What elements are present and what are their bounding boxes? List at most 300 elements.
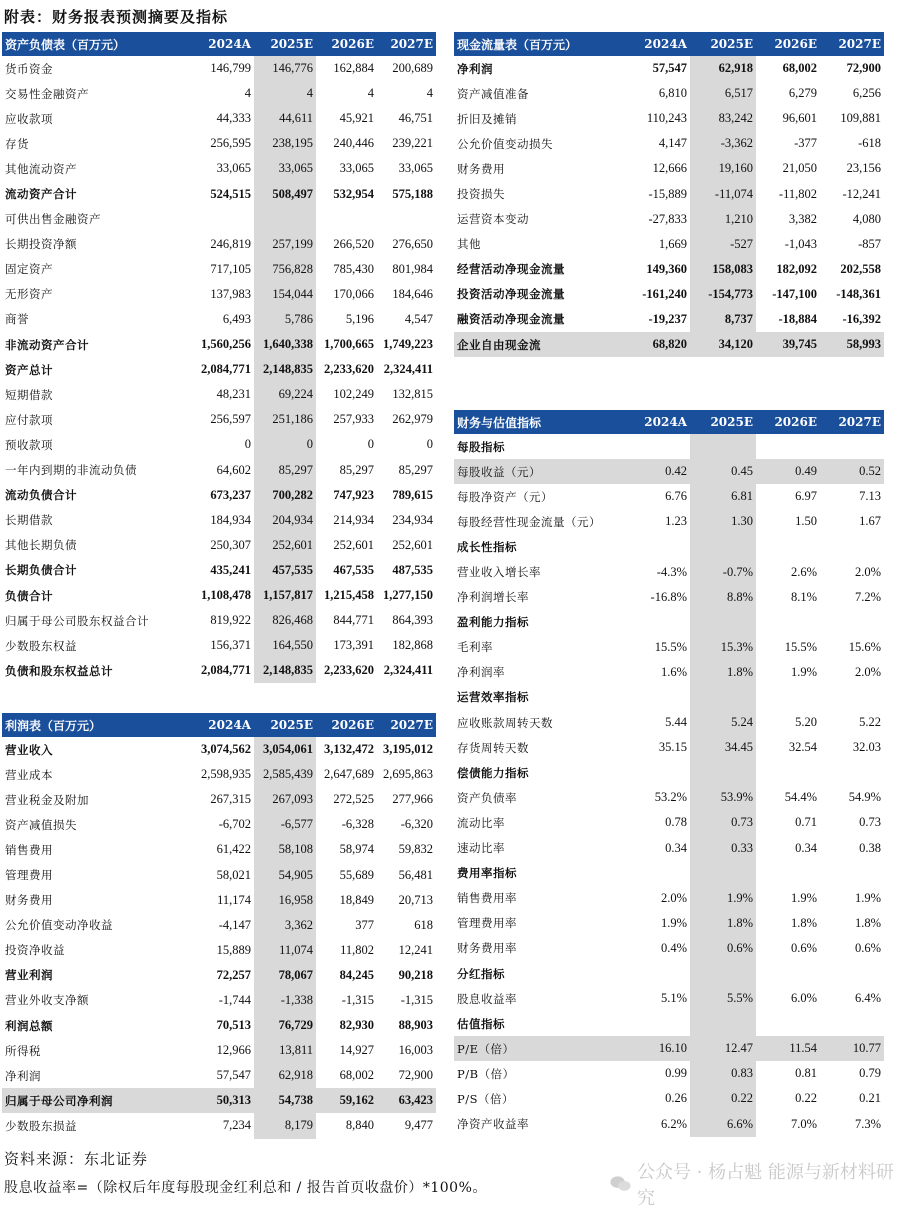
cell-value: 50,313 xyxy=(192,1088,254,1113)
cell-value: 1.9% xyxy=(854,890,881,905)
cell-value: 276,650 xyxy=(392,236,433,251)
table-row xyxy=(454,156,884,181)
cell-value: 0.22 xyxy=(795,1091,817,1106)
cell-value: 272,525 xyxy=(333,792,374,807)
row-label: 费用率指标 xyxy=(457,866,517,881)
cell-value: 3,195,012 xyxy=(383,742,433,757)
table-row xyxy=(454,635,884,660)
table-row xyxy=(454,1061,884,1086)
cell-value xyxy=(756,760,820,785)
cell-value: 239,221 xyxy=(392,136,433,151)
watermark-text: 公众号 · 杨占魁 能源与新材料研究 xyxy=(636,1162,894,1209)
cell-value: 54,738 xyxy=(254,1088,316,1113)
cell-value: 70,513 xyxy=(216,1018,251,1033)
cell-value: 85,297 xyxy=(339,462,374,477)
table-row xyxy=(454,207,884,232)
section-row xyxy=(454,861,884,886)
cell-value: 78,067 xyxy=(254,963,316,988)
table-row xyxy=(454,936,884,961)
row-label: 运营资本变动 xyxy=(457,212,529,227)
cell-value: 1.30 xyxy=(690,509,756,534)
table-row xyxy=(2,81,436,106)
cell-value: 96,601 xyxy=(782,111,817,126)
table-row xyxy=(2,1113,436,1138)
row-label: 短期借款 xyxy=(5,387,53,402)
table-row xyxy=(2,812,436,837)
cell-value: 2.0% xyxy=(660,890,687,905)
table-row xyxy=(454,459,884,484)
cell-value: 58,974 xyxy=(339,842,374,857)
cell-value: 700,282 xyxy=(254,483,316,508)
table-row xyxy=(454,886,884,911)
table-row xyxy=(2,382,436,407)
cell-value xyxy=(316,207,377,232)
row-label: P/E（倍） xyxy=(454,1036,624,1061)
cell-value: 789,615 xyxy=(392,487,433,502)
cell-value: 819,922 xyxy=(210,613,251,628)
table-row xyxy=(2,483,436,508)
row-label: 盈利能力指标 xyxy=(457,615,529,630)
cell-value: 0.99 xyxy=(665,1066,687,1081)
cell-value: 12.47 xyxy=(690,1036,756,1061)
cell-value: 756,828 xyxy=(254,257,316,282)
cell-value xyxy=(624,610,690,635)
cell-value: 1.67 xyxy=(859,514,881,529)
row-label: 长期投资净额 xyxy=(5,237,77,252)
cell-value xyxy=(624,760,690,785)
cell-value: 5,786 xyxy=(254,307,316,332)
cell-value: 785,430 xyxy=(333,261,374,276)
cell-value: 5.22 xyxy=(859,715,881,730)
cell-value xyxy=(624,1011,690,1036)
cell-value: 435,241 xyxy=(210,562,251,577)
cell-value: 54,905 xyxy=(254,862,316,887)
cell-value: 76,729 xyxy=(254,1013,316,1038)
cell-value: 0.81 xyxy=(795,1066,817,1081)
cell-value: -1,744 xyxy=(218,992,251,1007)
cell-value: 252,601 xyxy=(333,537,374,552)
section-row xyxy=(454,610,884,635)
row-label: 少数股东损益 xyxy=(5,1118,77,1133)
table-row xyxy=(2,633,436,658)
cell-value: 18,849 xyxy=(339,892,374,907)
cell-value: -16,392 xyxy=(842,311,881,326)
cell-value: 0.42 xyxy=(624,459,690,484)
cell-value: 154,044 xyxy=(254,282,316,307)
cell-value: 7.3% xyxy=(854,1116,881,1131)
cell-value: -11,802 xyxy=(778,186,817,201)
row-label: 投资损失 xyxy=(457,187,505,202)
cell-value: 0.22 xyxy=(690,1086,756,1111)
table-row xyxy=(2,307,436,332)
row-label: 营业税金及附加 xyxy=(5,792,89,807)
watermark xyxy=(610,1158,899,1210)
year-header: 2025E xyxy=(690,410,756,434)
cell-value: -1,338 xyxy=(254,988,316,1013)
cell-value: 844,771 xyxy=(333,613,374,628)
cell-value: 32.54 xyxy=(788,740,817,755)
table-row xyxy=(2,407,436,432)
row-label: 管理费用 xyxy=(5,868,53,883)
cell-value: 801,984 xyxy=(392,261,433,276)
cell-value: 182,868 xyxy=(392,638,433,653)
table-row xyxy=(2,988,436,1013)
cell-value: 90,218 xyxy=(398,967,433,982)
cell-value: 58,993 xyxy=(820,332,884,357)
cell-value: 204,934 xyxy=(254,508,316,533)
cell-value xyxy=(756,685,820,710)
cell-value xyxy=(756,534,820,559)
cell-value: 0.6% xyxy=(790,940,817,955)
cell-value xyxy=(192,207,254,232)
cell-value: -11,074 xyxy=(690,181,756,206)
cell-value: 69,224 xyxy=(254,382,316,407)
row-label: P/S（倍） xyxy=(457,1091,514,1106)
cell-value: 6.97 xyxy=(795,489,817,504)
row-label: 财务费用率 xyxy=(457,941,517,956)
cell-value: 2,695,863 xyxy=(383,767,433,782)
table-row xyxy=(2,207,436,232)
row-label: 销售费用率 xyxy=(457,891,517,906)
cell-value: 0.78 xyxy=(665,815,687,830)
row-label: P/B（倍） xyxy=(457,1066,515,1081)
cell-value: 6,279 xyxy=(788,86,817,101)
table-row xyxy=(454,81,884,106)
cell-value xyxy=(624,434,690,459)
cell-value: 457,535 xyxy=(254,558,316,583)
table-row xyxy=(2,558,436,583)
table-row xyxy=(2,533,436,558)
table-row xyxy=(454,735,884,760)
section-row xyxy=(454,434,884,459)
row-label: 商誉 xyxy=(5,312,29,327)
table-header-row xyxy=(454,410,884,434)
row-label: 折旧及摊销 xyxy=(457,111,517,126)
cell-value: 64,602 xyxy=(216,462,251,477)
cell-value: 4,080 xyxy=(852,211,881,226)
cell-value: 3,132,472 xyxy=(324,742,374,757)
cell-value: 240,446 xyxy=(333,136,374,151)
cell-value: 673,237 xyxy=(210,487,251,502)
table-row xyxy=(2,938,436,963)
cell-value xyxy=(690,861,756,886)
cell-value: 487,535 xyxy=(392,562,433,577)
cell-value xyxy=(254,207,316,232)
cell-value: 23,156 xyxy=(846,161,881,176)
row-label: 应收账款周转天数 xyxy=(457,715,553,730)
cell-value: 85,297 xyxy=(398,462,433,477)
row-label: 每股指标 xyxy=(457,439,505,454)
row-label: 投资净收益 xyxy=(5,943,65,958)
table-row xyxy=(2,862,436,887)
cell-value: 184,646 xyxy=(392,286,433,301)
cell-value: 15,889 xyxy=(216,942,251,957)
cell-value: 377 xyxy=(355,917,374,932)
row-label: 应付款项 xyxy=(5,412,53,427)
cell-value: -6,577 xyxy=(254,812,316,837)
row-label: 净利润率 xyxy=(457,665,505,680)
cell-value: 173,391 xyxy=(333,638,374,653)
cell-value xyxy=(690,434,756,459)
cell-value: 4 xyxy=(254,81,316,106)
cell-value: 5.44 xyxy=(665,715,687,730)
cell-value: 32.03 xyxy=(852,740,881,755)
table-row xyxy=(2,888,436,913)
cell-value: 0.6% xyxy=(690,936,756,961)
cell-value: 5,196 xyxy=(345,311,374,326)
cell-value: 61,422 xyxy=(216,842,251,857)
source-note: 资料来源：东北证券 xyxy=(4,1150,149,1168)
cell-value: 1.9% xyxy=(790,664,817,679)
cell-value xyxy=(820,861,884,886)
cell-value: 1,210 xyxy=(690,207,756,232)
cell-value: 2.6% xyxy=(790,564,817,579)
table-row xyxy=(2,762,436,787)
table-row xyxy=(2,106,436,131)
row-label: 其他长期负债 xyxy=(5,538,77,553)
cell-value: -161,240 xyxy=(642,286,687,301)
cell-value xyxy=(820,1011,884,1036)
cell-value: 5.24 xyxy=(690,710,756,735)
cell-value: 62,918 xyxy=(254,1063,316,1088)
cell-value: 12,241 xyxy=(398,942,433,957)
cell-value: 34.45 xyxy=(690,735,756,760)
cell-value: 68,002 xyxy=(782,61,817,76)
row-label: 净利润 xyxy=(5,1068,41,1083)
table-row xyxy=(2,787,436,812)
row-label: 少数股东权益 xyxy=(5,638,77,653)
table-row xyxy=(2,1038,436,1063)
table-row xyxy=(2,508,436,533)
table-row xyxy=(454,911,884,936)
cell-value: 4 xyxy=(426,86,433,101)
table-row xyxy=(2,257,436,282)
cell-value: -19,237 xyxy=(648,311,687,326)
year-header: 2024A xyxy=(192,32,254,56)
row-label: 归属于母公司股东权益合计 xyxy=(5,613,149,628)
cell-value xyxy=(624,961,690,986)
row-label: 资产减值准备 xyxy=(457,86,529,101)
row-label: 股息收益率 xyxy=(457,991,517,1006)
table-row xyxy=(454,484,884,509)
cell-value: 110,243 xyxy=(646,111,687,126)
row-label: 一年内到期的非流动负债 xyxy=(5,463,137,478)
cell-value: 267,093 xyxy=(254,787,316,812)
table-row xyxy=(454,1112,884,1137)
table-row xyxy=(2,963,436,988)
table-row xyxy=(2,1013,436,1038)
cell-value: 1.9% xyxy=(660,915,687,930)
table-row xyxy=(454,710,884,735)
table-row xyxy=(2,1063,436,1088)
cell-value: 6.4% xyxy=(854,991,881,1006)
row-label: 长期负债合计 xyxy=(5,563,77,578)
year-header: 2024A xyxy=(624,410,690,434)
cell-value: 5.5% xyxy=(690,986,756,1011)
row-label: 流动比率 xyxy=(457,815,505,830)
cell-value: 33,065 xyxy=(398,161,433,176)
row-label: 营业收入增长率 xyxy=(457,565,541,580)
row-label: 负债合计 xyxy=(5,588,53,603)
cell-value: 2,233,620 xyxy=(324,663,374,678)
cell-value: 1.8% xyxy=(790,915,817,930)
cell-value: 2.0% xyxy=(854,564,881,579)
cell-value: 3,054,061 xyxy=(254,737,316,762)
cell-value: 21,050 xyxy=(782,161,817,176)
year-header: 2024A xyxy=(192,713,254,737)
cell-value: 1,277,150 xyxy=(383,588,433,603)
cell-value: 3,362 xyxy=(254,913,316,938)
cell-value: 524,515 xyxy=(210,186,251,201)
cell-value: 82,930 xyxy=(339,1018,374,1033)
cell-value: -15,889 xyxy=(648,186,687,201)
cell-value: 0.71 xyxy=(795,815,817,830)
cell-value: 200,689 xyxy=(392,61,433,76)
cell-value: 252,601 xyxy=(254,533,316,558)
cell-value: -1,043 xyxy=(784,236,817,251)
cell-value: 0.33 xyxy=(690,836,756,861)
cell-value: 0.83 xyxy=(690,1061,756,1086)
cell-value: 257,933 xyxy=(333,412,374,427)
cell-value: 58,108 xyxy=(254,837,316,862)
table-row xyxy=(454,232,884,257)
cell-value: 6.6% xyxy=(690,1112,756,1137)
cell-value: 33,065 xyxy=(339,161,374,176)
table-row xyxy=(2,181,436,206)
table-row xyxy=(2,837,436,862)
row-label: 速动比率 xyxy=(457,841,505,856)
cell-value: 5.1% xyxy=(660,991,687,1006)
cell-value: 6,517 xyxy=(690,81,756,106)
cell-value: 72,900 xyxy=(846,61,881,76)
table-row xyxy=(2,658,436,683)
row-label: 毛利率 xyxy=(457,640,493,655)
cell-value: 59,162 xyxy=(316,1088,377,1113)
cell-value: 0 xyxy=(244,437,251,452)
cell-value: 2,647,689 xyxy=(324,767,374,782)
cell-value: 56,481 xyxy=(398,867,433,882)
cell-value: 33,065 xyxy=(254,156,316,181)
balance-sheet-table xyxy=(2,32,436,683)
cell-value: 532,954 xyxy=(333,186,374,201)
cell-value: 575,188 xyxy=(392,186,433,201)
year-header: 2026E xyxy=(316,713,377,737)
cell-value: 44,611 xyxy=(254,106,316,131)
table-row xyxy=(454,307,884,332)
cell-value: -857 xyxy=(858,236,881,251)
cell-value: -16.8% xyxy=(650,589,687,604)
row-label: 归属于母公司净利润 xyxy=(2,1088,192,1113)
table-row xyxy=(2,432,436,457)
cell-value: 33,065 xyxy=(216,161,251,176)
table-row xyxy=(2,332,436,357)
cell-value: 0 xyxy=(426,437,433,452)
cell-value: 717,105 xyxy=(210,261,251,276)
cell-value: 0.45 xyxy=(690,459,756,484)
cell-value: 266,520 xyxy=(333,236,374,251)
cell-value: 4,547 xyxy=(404,311,433,326)
table-title: 财务与估值指标 xyxy=(454,410,624,434)
cell-value: 132,815 xyxy=(392,387,433,402)
year-header: 2027E xyxy=(377,713,436,737)
cell-value: 45,921 xyxy=(339,111,374,126)
cell-value: 109,881 xyxy=(840,111,881,126)
cell-value: 149,360 xyxy=(646,261,687,276)
table-row xyxy=(2,1088,436,1113)
row-label: 每股收益（元） xyxy=(454,459,624,484)
cell-value: 54.4% xyxy=(784,790,817,805)
cell-value: -27,833 xyxy=(648,211,687,226)
table-row xyxy=(454,181,884,206)
row-label: 其他流动资产 xyxy=(5,161,77,176)
cell-value: 3,074,562 xyxy=(201,742,251,757)
table-row xyxy=(454,56,884,81)
row-label: 管理费用率 xyxy=(457,916,517,931)
row-label: 负债和股东权益总计 xyxy=(5,663,113,678)
cell-value: 20,713 xyxy=(398,892,433,907)
row-label: 存货周转天数 xyxy=(457,740,529,755)
row-label: 销售费用 xyxy=(5,842,53,857)
cell-value: 0.79 xyxy=(859,1066,881,1081)
row-label: 分红指标 xyxy=(457,966,505,981)
row-label: 财务费用 xyxy=(457,161,505,176)
table-row xyxy=(454,785,884,810)
year-header: 2024A xyxy=(624,32,690,56)
row-label: 净利润增长率 xyxy=(457,590,529,605)
cell-value: 62,918 xyxy=(690,56,756,81)
cell-value: 156,371 xyxy=(210,638,251,653)
row-label: 流动负债合计 xyxy=(5,488,77,503)
row-label: 营业成本 xyxy=(5,767,53,782)
cell-value: 246,819 xyxy=(210,236,251,251)
cell-value: 58,021 xyxy=(216,867,251,882)
year-header: 2026E xyxy=(316,32,377,56)
year-header: 2025E xyxy=(254,32,316,56)
cell-value: -4.3% xyxy=(656,564,687,579)
cell-value: 0.38 xyxy=(859,840,881,855)
row-label: 营业利润 xyxy=(5,968,53,983)
cell-value xyxy=(377,207,436,232)
cell-value: -377 xyxy=(794,136,817,151)
cell-value: 2,148,835 xyxy=(254,658,316,683)
cell-value: 158,083 xyxy=(690,257,756,282)
cell-value: 0.52 xyxy=(820,459,884,484)
cell-value: 2,148,835 xyxy=(254,357,316,382)
row-label: 固定资产 xyxy=(5,262,53,277)
table-header-row xyxy=(454,32,884,56)
cell-value: 11.54 xyxy=(756,1036,820,1061)
table-row xyxy=(454,585,884,610)
cell-value: -1,315 xyxy=(341,992,374,1007)
cell-value: 7.2% xyxy=(854,589,881,604)
table-row xyxy=(2,357,436,382)
wechat-icon xyxy=(610,1175,631,1193)
table-row xyxy=(454,257,884,282)
cell-value: 256,595 xyxy=(210,136,251,151)
cell-value: 0.26 xyxy=(665,1091,687,1106)
section-row xyxy=(454,1011,884,1036)
cell-value: 508,497 xyxy=(254,181,316,206)
row-label: 公允价值变动净收益 xyxy=(5,918,113,933)
cell-value: 6,256 xyxy=(852,86,881,101)
cell-value: 15.5% xyxy=(784,639,817,654)
row-label: 预收款项 xyxy=(5,437,53,452)
table-row xyxy=(2,913,436,938)
row-label: 每股净资产（元） xyxy=(457,489,553,504)
cell-value: 267,315 xyxy=(210,792,251,807)
year-header: 2027E xyxy=(820,32,884,56)
cell-value: 84,245 xyxy=(339,967,374,982)
